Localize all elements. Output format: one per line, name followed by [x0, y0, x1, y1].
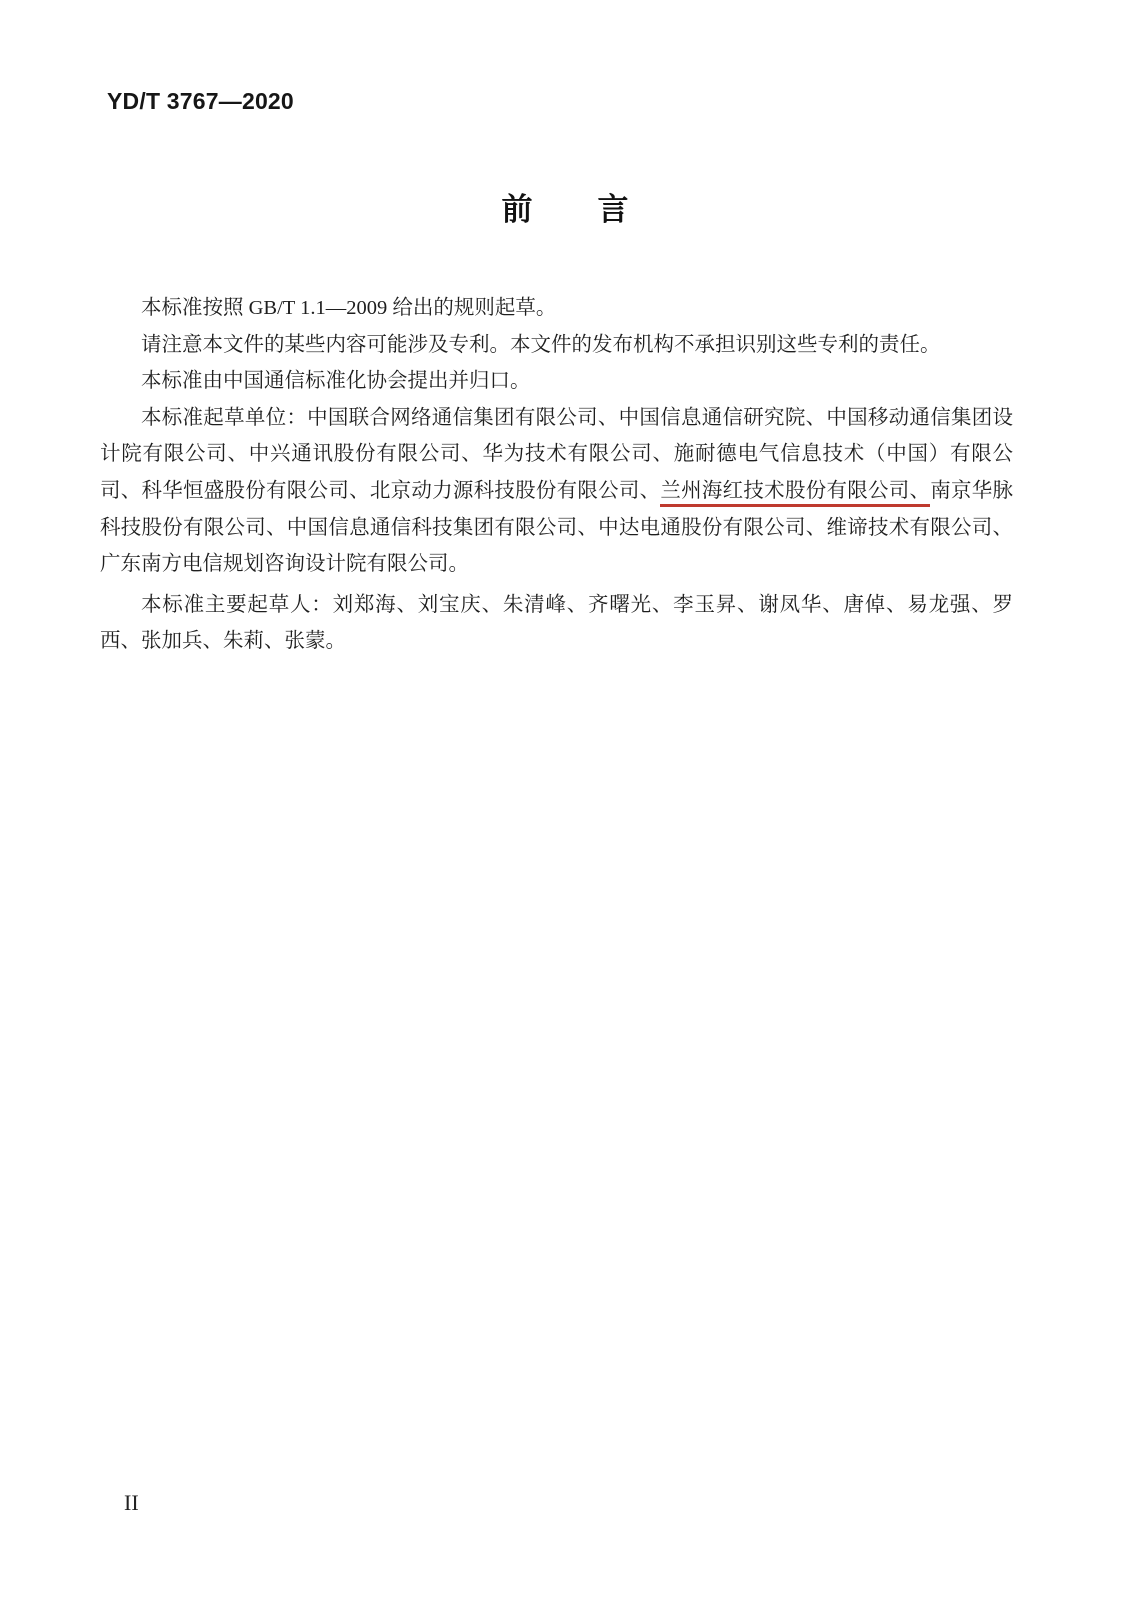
paragraph-patent-notice: 请注意本文件的某些内容可能涉及专利。本文件的发布机构不承担识别这些专利的责任。	[141, 333, 941, 356]
page-header	[107, 88, 294, 115]
org-list-before-highlight: 本标准起草单位：中国联合网络通信集团有限公司、中国信息通信研究院、中国移动通信集团设计院有限公司、中兴通讯股份有限公司、华为技术有限公司、施耐德电气信息技术（中国）有限公司、科华恒盛股份有限公司、北京动力源科技股份有限公司、	[100, 406, 1013, 502]
page-footer	[124, 1490, 139, 1516]
foreword-title: 前 言	[501, 192, 630, 227]
org-list-after-highlight: 南京华脉科技股份有限公司、中国信息通信科技集团有限公司、中达电通股份有限公司、维谛技术有限公司、广东南方电信规划咨询设计院有限公司。	[100, 479, 1014, 576]
paragraph-drafting-organizations	[100, 400, 1013, 583]
page-number: II	[124, 1490, 139, 1515]
foreword-body	[100, 290, 1013, 660]
highlighted-organization: 兰州海红技术股份有限公司、	[660, 480, 930, 507]
paragraph-committee: 本标准由中国通信标准化协会提出并归口。	[141, 370, 531, 393]
paragraph-drafting-rule: 本标准按照 GB/T 1.1—2009 给出的规则起草。	[141, 297, 557, 319]
standard-number: YD/T 3767—2020	[107, 88, 294, 114]
paragraph-main-drafters: 本标准主要起草人：刘郑海、刘宝庆、朱清峰、齐曙光、李玉昇、谢凤华、唐倬、易龙强、罗西、张加兵、朱莉、张蒙。	[100, 593, 1013, 653]
